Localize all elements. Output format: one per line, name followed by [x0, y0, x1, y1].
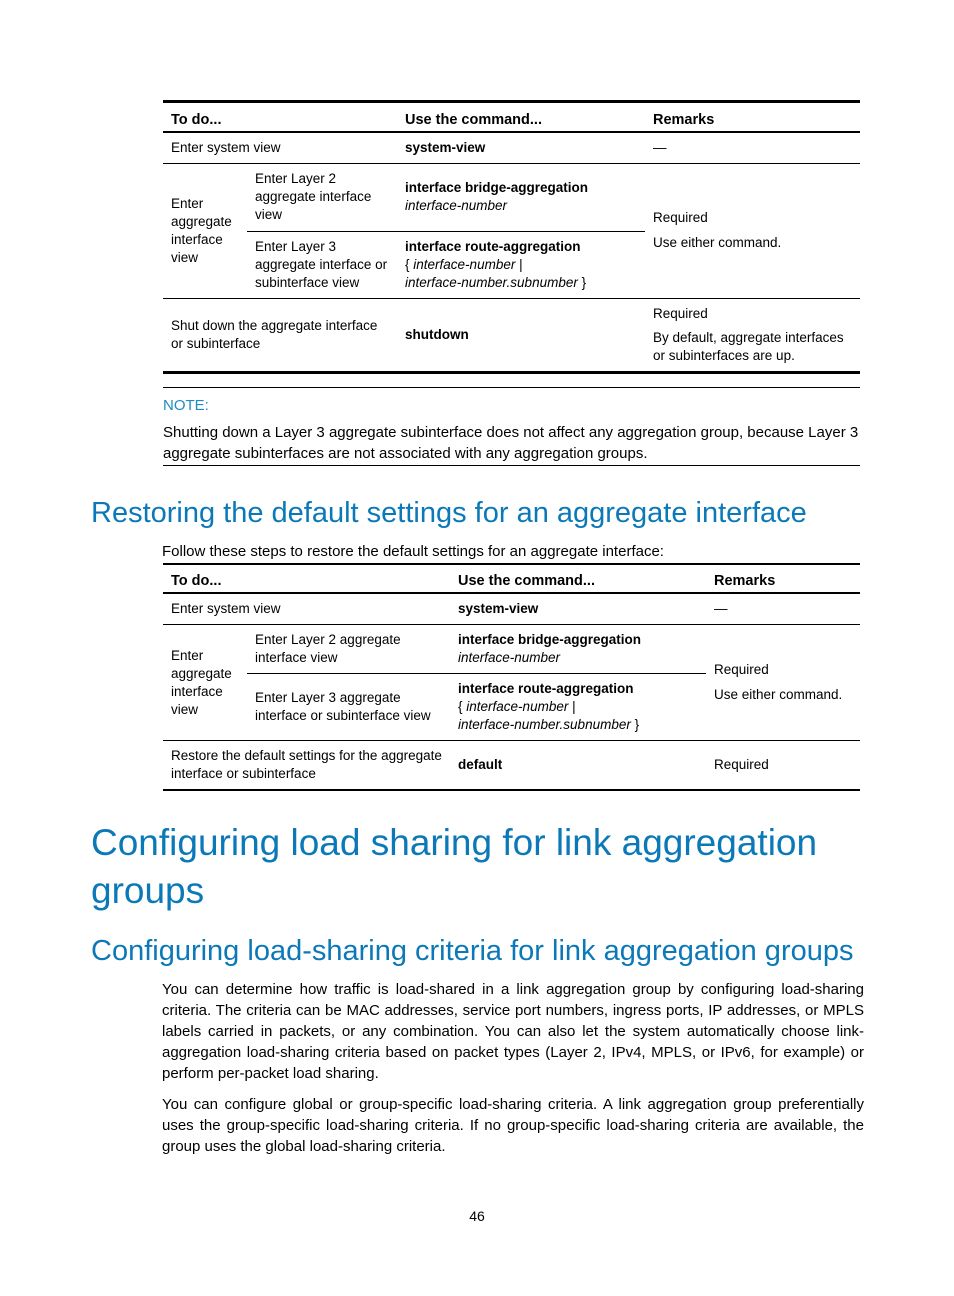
todo-cell: Shut down the aggregate interface or subinterface [171, 317, 378, 351]
command-keyword: interface bridge-aggregation [405, 180, 589, 195]
remarks-cell: Required [714, 757, 769, 772]
remarks-cell [706, 625, 860, 741]
remark-line: Required [714, 662, 769, 677]
command-argument: interface-number [405, 198, 508, 213]
body-paragraph: You can configure global or group-specific load-sharing criteria. A link aggregation group preferentially uses the group-specific load-sharing criteria. If no group-specific load-sharing criteria are available, the group uses the global load-sharing criteria. [162, 1096, 864, 1155]
header-todo: To do... [171, 573, 222, 589]
table-row [163, 132, 860, 164]
command-cell: system-view [458, 601, 539, 616]
table-row [163, 625, 860, 674]
todo-cell: Restore the default settings for the aggregate interface or subinterface [171, 748, 442, 781]
subtask-cell: Enter Layer 3 aggregate interface or subinterface view [255, 690, 431, 723]
command-argument [458, 716, 698, 734]
chapter-heading: Configuring load sharing for link aggregation groups [91, 822, 818, 911]
shutdown-command-table [163, 100, 860, 374]
header-remarks: Remarks [714, 573, 776, 589]
note-text: Shutting down a Layer 3 aggregate subinterface does not affect any aggregation group, because Layer 3 aggregate subinterfaces are not associated with any aggregation groups. [163, 424, 859, 462]
note-label: NOTE: [163, 397, 209, 414]
remarks-cell: — [714, 601, 728, 616]
intro-paragraph: Follow these steps to restore the default settings for an aggregate interface: [162, 543, 664, 560]
remark-line: Required [653, 305, 708, 321]
command-argument [405, 256, 637, 274]
command-cell: default [458, 757, 503, 772]
brace: { [405, 256, 410, 272]
command-cell [450, 674, 706, 741]
todo-cell: Enter system view [171, 601, 281, 616]
command-cell [450, 625, 706, 674]
remarks-cell: — [653, 139, 667, 155]
subtask-cell: Enter Layer 2 aggregate interface view [255, 632, 401, 665]
section-heading: Configuring load-sharing criteria for link aggregation groups [91, 935, 854, 967]
body-paragraph: You can determine how traffic is load-shared in a link aggregation group by configuring load-sharing criteria. The criteria can be MAC addresses, service port numbers, ingress ports, IP addresses, or MPLS labels carried in packets, or any combination. You can also let the system automatically choose link-aggregation load-sharing criteria based on packet types (Layer 2, IPv4, MPLS, or IPv6, for example) or perform per-packet load sharing. [162, 981, 864, 1082]
todo-cell: Enter system view [171, 139, 281, 155]
table-row [163, 163, 860, 231]
command-argument: interface-number [458, 650, 561, 665]
remarks-cell [645, 298, 860, 372]
header-command: Use the command... [405, 111, 542, 128]
table-row [163, 741, 860, 791]
header-command: Use the command... [458, 573, 595, 589]
table-header-row [163, 564, 860, 593]
command-cell: system-view [405, 139, 486, 155]
header-remarks: Remarks [653, 111, 715, 128]
remark-line: Use either command. [714, 687, 843, 702]
argument: interface-number.subnumber [458, 717, 631, 732]
remarks-cell [645, 163, 860, 298]
command-keyword: interface route-aggregation [458, 681, 634, 696]
default-command-table [163, 563, 860, 791]
bar: | [572, 699, 576, 714]
bar: | [519, 256, 523, 272]
brace: } [634, 717, 640, 732]
argument: interface-number [466, 699, 569, 714]
table-row [163, 593, 860, 625]
header-todo: To do... [171, 111, 222, 128]
argument: interface-number [413, 256, 516, 272]
command-cell [397, 231, 645, 298]
subtask-cell: Enter Layer 3 aggregate interface or subinterface view [255, 238, 388, 290]
command-keyword: interface route-aggregation [405, 238, 581, 254]
remark-line: Required [653, 210, 708, 225]
argument: interface-number.subnumber [405, 274, 578, 290]
brace: } [581, 274, 587, 290]
todo-cell: Enter aggregate interface view [163, 163, 247, 298]
command-keyword: interface bridge-aggregation [458, 632, 642, 647]
remark-line: Use either command. [653, 235, 782, 250]
table-row [163, 298, 860, 372]
command-argument [458, 698, 698, 716]
command-cell: shutdown [405, 326, 469, 342]
command-argument [405, 274, 637, 292]
remark-line: By default, aggregate interfaces or subinterfaces are up. [653, 329, 844, 363]
subtask-cell: Enter Layer 2 aggregate interface view [255, 171, 372, 222]
section-heading: Restoring the default settings for an aggregate interface [91, 497, 807, 529]
note-box [163, 387, 860, 466]
page-number: 46 [469, 1208, 485, 1224]
command-cell [397, 163, 645, 231]
brace: { [458, 699, 463, 714]
todo-cell: Enter aggregate interface view [163, 625, 247, 741]
table-header-row [163, 102, 860, 132]
